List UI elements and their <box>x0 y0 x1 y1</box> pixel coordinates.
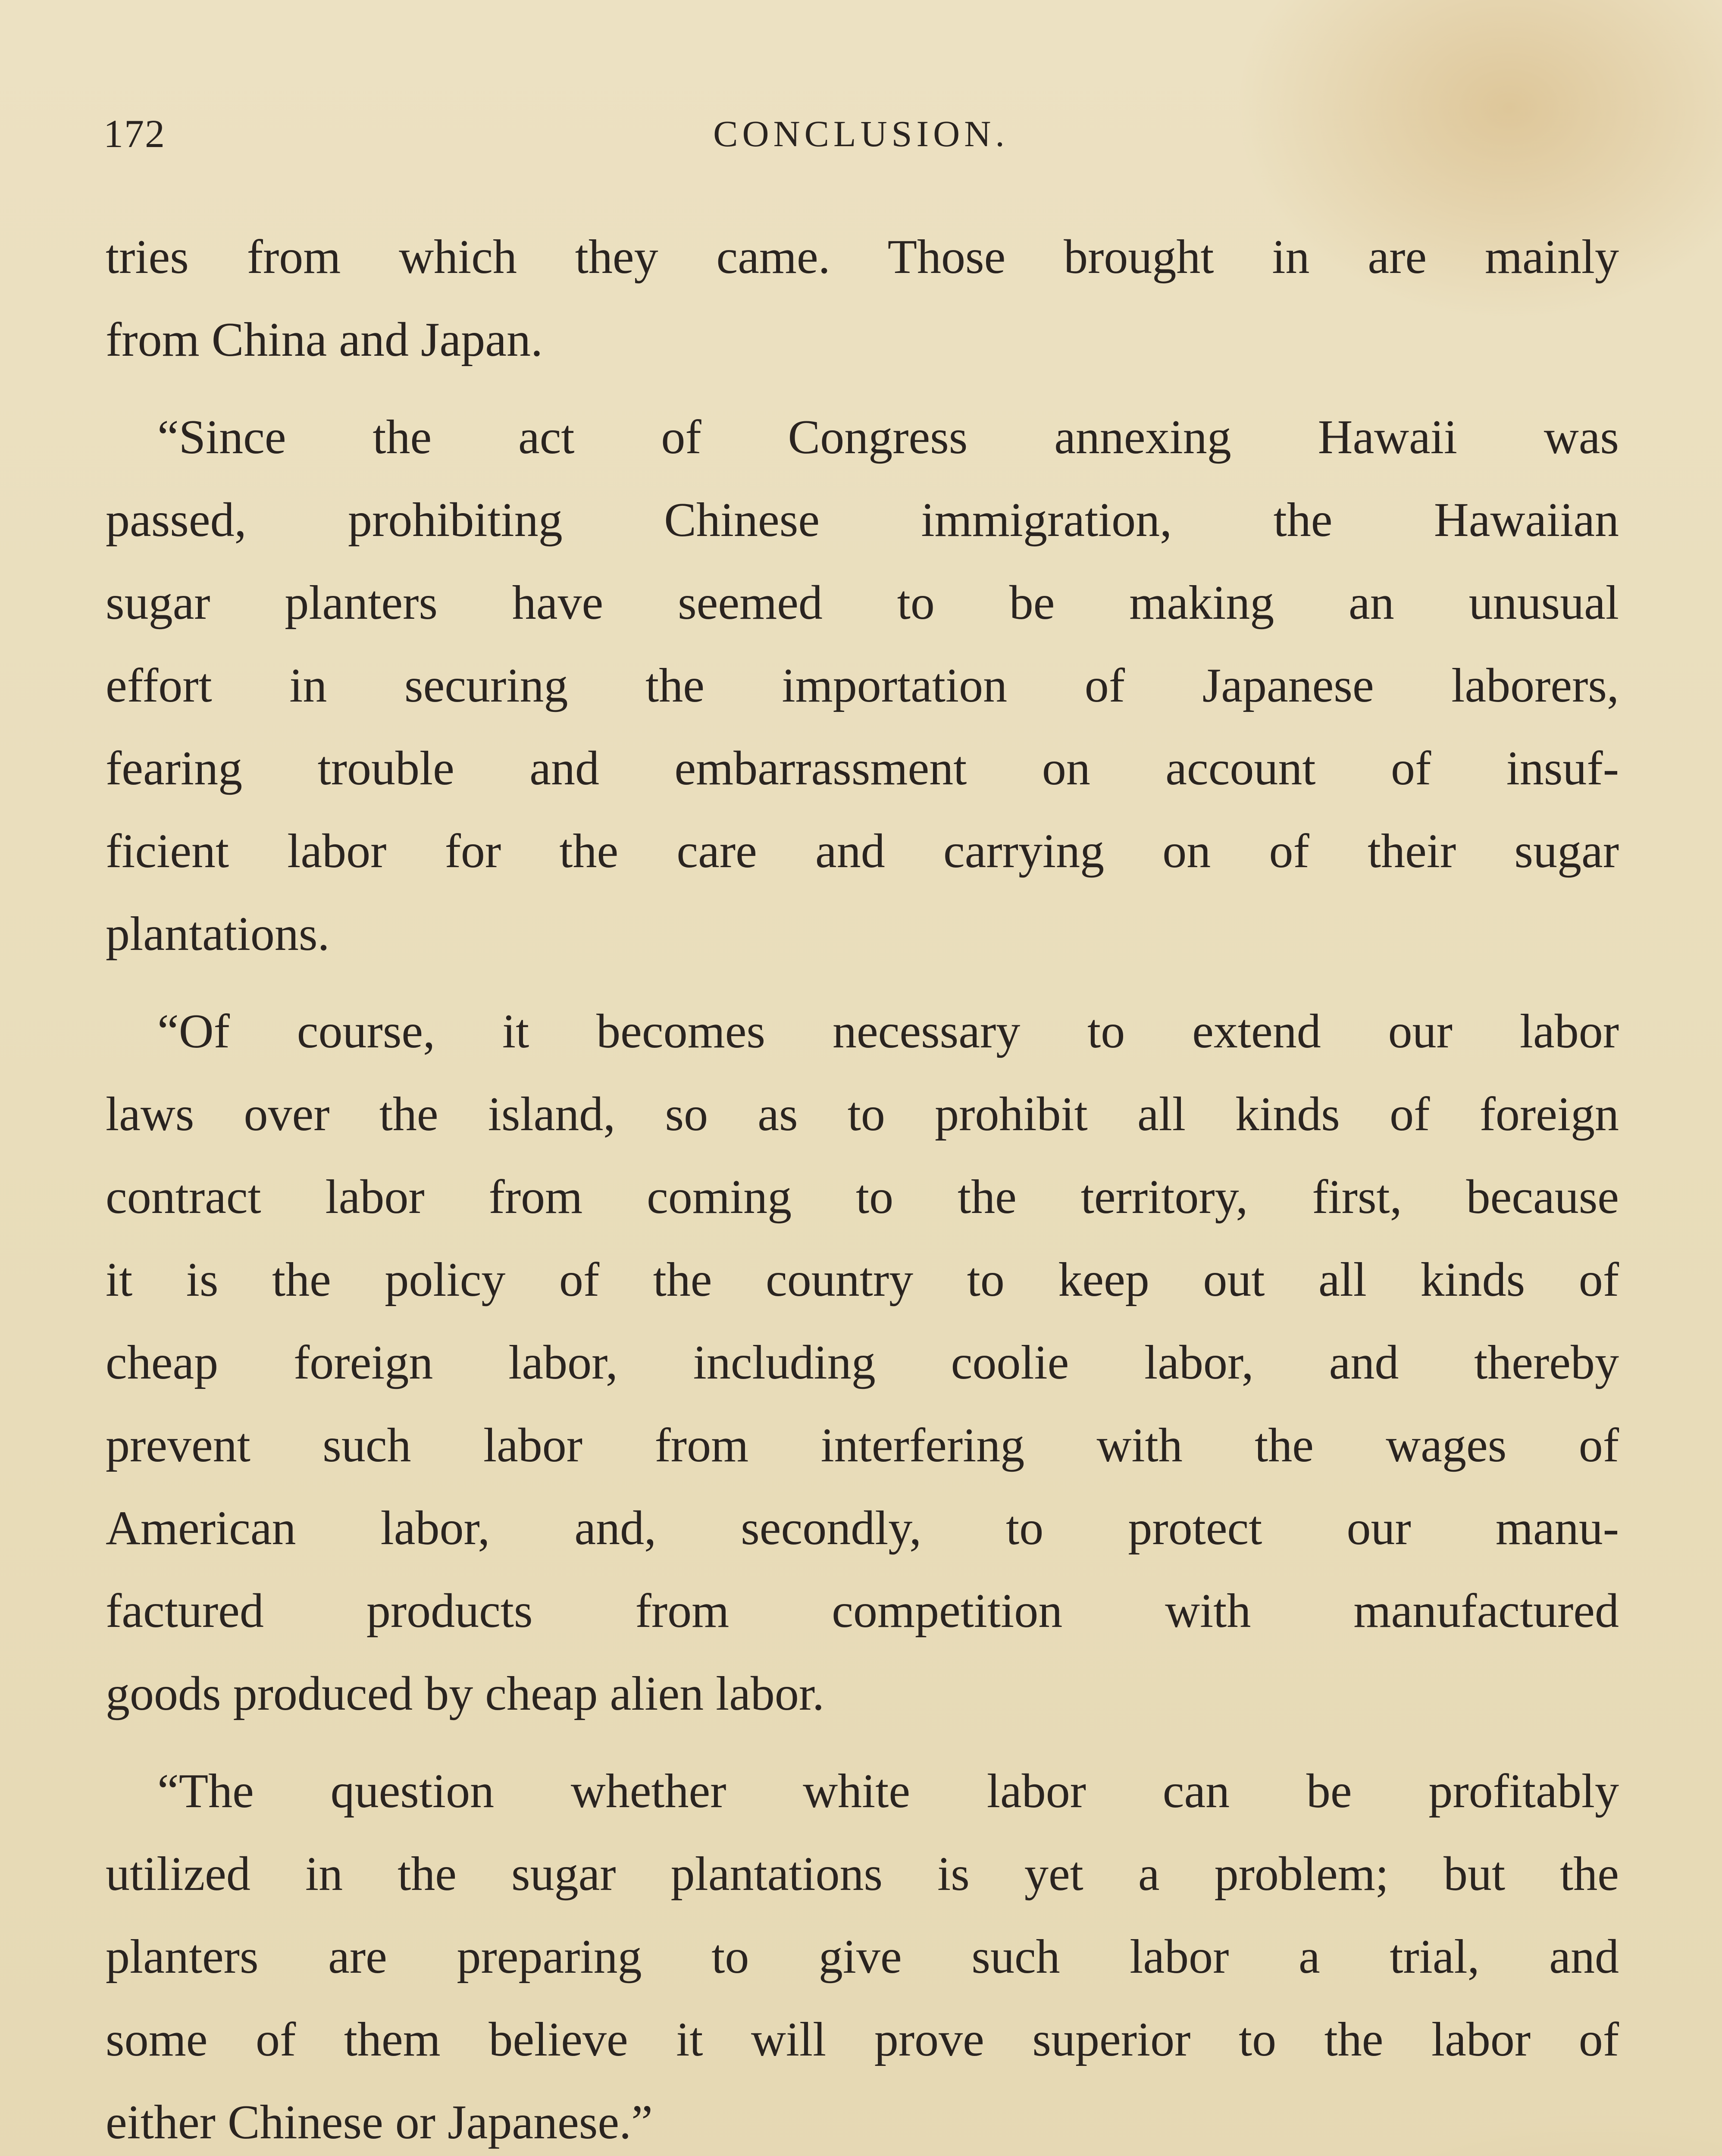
text-line: goods produced by cheap alien labor. <box>106 1667 825 1720</box>
text-line: “The question whether white labor can be profitably <box>157 1764 1619 1818</box>
text-line: planters are preparing to give such labor a trial, and <box>106 1930 1619 1984</box>
running-head: CONCLUSION. <box>713 113 1009 154</box>
text-line: “Of course, it becomes necessary to extend our labor <box>157 1005 1619 1058</box>
text-line: factured products from competition with manufactured <box>106 1584 1619 1638</box>
paragraph-2 <box>106 396 1619 975</box>
text-line: fearing trouble and embarrassment on account of insuf- <box>106 742 1619 795</box>
text-line: cheap foreign labor, including coolie labor, and thereby <box>106 1336 1619 1389</box>
text-line: ficient labor for the care and carrying on of their sugar <box>106 824 1619 878</box>
body-text <box>106 216 1619 2156</box>
text-line: sugar planters have seemed to be making an unusual <box>106 576 1619 630</box>
text-line: laws over the island, so as to prohibit all kinds of foreign <box>106 1087 1619 1141</box>
text-line: tries from which they came. Those brought in are mainly <box>106 230 1619 284</box>
text-line: passed, prohibiting Chinese immigration, the Hawaiian <box>106 493 1619 547</box>
text-line: effort in securing the importation of Japanese laborers, <box>106 659 1619 712</box>
text-line: American labor, and, secondly, to protect our manu- <box>106 1501 1619 1555</box>
paragraph-1 <box>106 216 1619 381</box>
text-line: “Since the act of Congress annexing Hawaii was <box>157 411 1619 464</box>
page-number: 172 <box>103 112 166 156</box>
text-line: some of them believe it will prove superior to the labor of <box>106 2013 1619 2066</box>
text-line: contract labor from coming to the territory, first, because <box>106 1170 1619 1224</box>
text-line: utilized in the sugar plantations is yet a problem; but the <box>106 1847 1619 1901</box>
text-line: plantations. <box>106 907 330 961</box>
text-line: prevent such labor from interfering with the wages of <box>106 1419 1619 1472</box>
paragraph-3 <box>106 990 1619 1735</box>
text-line: from China and Japan. <box>106 313 543 367</box>
text-line: it is the policy of the country to keep out all kinds of <box>106 1253 1619 1307</box>
page-header <box>103 108 1619 160</box>
paragraph-4 <box>106 1750 1619 2156</box>
text-line: either Chinese or Japanese.” <box>106 2096 653 2149</box>
